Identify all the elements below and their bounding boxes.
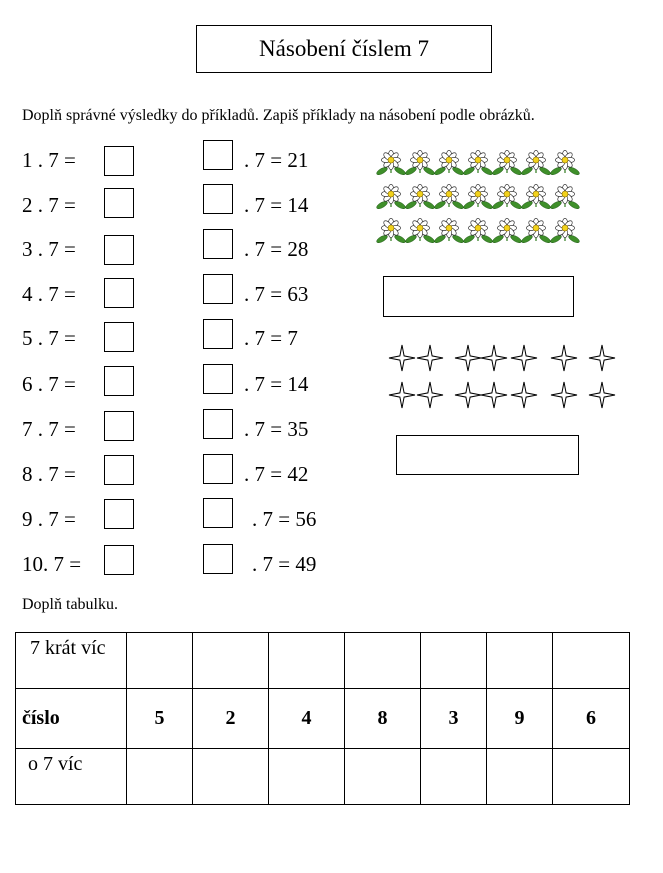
answer-box[interactable] <box>104 322 134 352</box>
title-text: Násobení číslem 7 <box>259 36 429 61</box>
answer-box[interactable] <box>104 146 134 176</box>
table-answer-cell[interactable] <box>553 749 630 805</box>
table-answer-cell[interactable] <box>345 749 421 805</box>
flower-icon <box>521 184 552 210</box>
flower-icon <box>376 184 407 210</box>
right-equation-label: . 7 = 21 <box>244 148 309 172</box>
answer-box[interactable] <box>104 499 134 529</box>
row-label-cell <box>16 749 127 805</box>
answer-box[interactable] <box>203 319 233 349</box>
flower-icon <box>550 184 581 210</box>
right-equation-label: . 7 = 42 <box>244 462 309 486</box>
answer-box[interactable] <box>104 235 134 265</box>
star-icon <box>389 382 415 408</box>
answer-box[interactable] <box>104 455 134 485</box>
right-equation-label: . 7 = 63 <box>244 282 309 306</box>
table-instruction: Doplň tabulku. <box>22 596 118 613</box>
table-answer-cell[interactable] <box>269 633 345 689</box>
answer-box[interactable] <box>104 188 134 218</box>
flower-icon <box>376 150 407 176</box>
table-answer-cell[interactable] <box>487 749 553 805</box>
flower-answer-box[interactable] <box>383 276 574 317</box>
flower-picture-group <box>372 146 612 252</box>
star-icon <box>551 382 577 408</box>
flower-icon <box>492 218 523 244</box>
number-cell: 8 <box>345 689 421 749</box>
star-icon <box>481 345 507 371</box>
row-label: o 7 víc <box>28 753 83 775</box>
answer-box[interactable] <box>104 411 134 441</box>
star-picture-group <box>386 340 622 416</box>
answer-box[interactable] <box>203 544 233 574</box>
table-answer-cell[interactable] <box>553 633 630 689</box>
star-icon <box>511 345 537 371</box>
left-equation-label: 3 . 7 = <box>22 237 76 261</box>
flower-icon <box>521 150 552 176</box>
flower-icon <box>434 218 465 244</box>
row-7-more <box>16 749 630 805</box>
answer-box[interactable] <box>104 278 134 308</box>
row-label: 7 krát víc <box>30 637 106 659</box>
multiplication-table <box>15 632 630 805</box>
answer-box[interactable] <box>203 184 233 214</box>
flower-icon <box>492 184 523 210</box>
table-answer-cell[interactable] <box>487 633 553 689</box>
table-answer-cell[interactable] <box>421 749 487 805</box>
right-equation-label: . 7 = 35 <box>244 417 309 441</box>
table-answer-cell[interactable] <box>127 749 193 805</box>
table-answer-cell[interactable] <box>269 749 345 805</box>
row-label-cell <box>16 633 127 689</box>
number-cell: 9 <box>487 689 553 749</box>
answer-box[interactable] <box>203 364 233 394</box>
instruction-text: Doplň správné výsledky do příkladů. Zapiš příklady na násobení podle obrázků. <box>22 107 535 124</box>
star-icon <box>589 382 615 408</box>
right-equation-label: . 7 = 28 <box>244 237 309 261</box>
right-equation-label: . 7 = 14 <box>244 193 309 217</box>
star-icon <box>417 345 443 371</box>
answer-box[interactable] <box>203 274 233 304</box>
right-equation-label: . 7 = 7 <box>244 326 298 350</box>
left-equation-label: 8 . 7 = <box>22 462 76 486</box>
row-7-times-more <box>16 633 630 689</box>
flower-icon <box>463 218 494 244</box>
row-label-cell <box>16 689 127 749</box>
star-icon <box>589 345 615 371</box>
star-icon <box>389 345 415 371</box>
star-icon <box>481 382 507 408</box>
number-cell: 5 <box>127 689 193 749</box>
answer-box[interactable] <box>104 366 134 396</box>
table-answer-cell[interactable] <box>421 633 487 689</box>
table-answer-cell[interactable] <box>193 749 269 805</box>
flower-icon <box>550 150 581 176</box>
flower-icon <box>463 184 494 210</box>
star-icon <box>417 382 443 408</box>
flower-icon <box>550 218 581 244</box>
worksheet-title <box>196 25 492 73</box>
left-equation-label: 9 . 7 = <box>22 507 76 531</box>
star-icon <box>455 345 481 371</box>
flower-icon <box>405 150 436 176</box>
row-number <box>16 689 630 749</box>
left-equation-label: 6 . 7 = <box>22 372 76 396</box>
star-icon <box>455 382 481 408</box>
left-equation-label: 10. 7 = <box>22 552 82 576</box>
answer-box[interactable] <box>104 545 134 575</box>
number-cell: 3 <box>421 689 487 749</box>
number-cell: 6 <box>553 689 630 749</box>
left-equation-label: 5 . 7 = <box>22 326 76 350</box>
answer-box[interactable] <box>203 140 233 170</box>
table-answer-cell[interactable] <box>345 633 421 689</box>
right-equation-label: . 7 = 49 <box>252 552 317 576</box>
flower-icon <box>434 150 465 176</box>
star-icon <box>511 382 537 408</box>
flower-icon <box>434 184 465 210</box>
star-icon <box>551 345 577 371</box>
flower-icon <box>405 218 436 244</box>
star-answer-box[interactable] <box>396 435 579 475</box>
answer-box[interactable] <box>203 229 233 259</box>
answer-box[interactable] <box>203 454 233 484</box>
number-cell: 2 <box>193 689 269 749</box>
right-equation-label: . 7 = 56 <box>252 507 317 531</box>
left-equation-label: 7 . 7 = <box>22 417 76 441</box>
left-equation-label: 2 . 7 = <box>22 193 76 217</box>
flower-icon <box>492 150 523 176</box>
row-label: číslo <box>22 707 60 729</box>
flower-icon <box>376 218 407 244</box>
flower-icon <box>463 150 494 176</box>
table-answer-cell[interactable] <box>193 633 269 689</box>
number-cell: 4 <box>269 689 345 749</box>
answer-box[interactable] <box>203 409 233 439</box>
table-answer-cell[interactable] <box>127 633 193 689</box>
right-equation-label: . 7 = 14 <box>244 372 309 396</box>
answer-box[interactable] <box>203 498 233 528</box>
left-equation-label: 4 . 7 = <box>22 282 76 306</box>
flower-icon <box>405 184 436 210</box>
left-equation-label: 1 . 7 = <box>22 148 76 172</box>
flower-icon <box>521 218 552 244</box>
